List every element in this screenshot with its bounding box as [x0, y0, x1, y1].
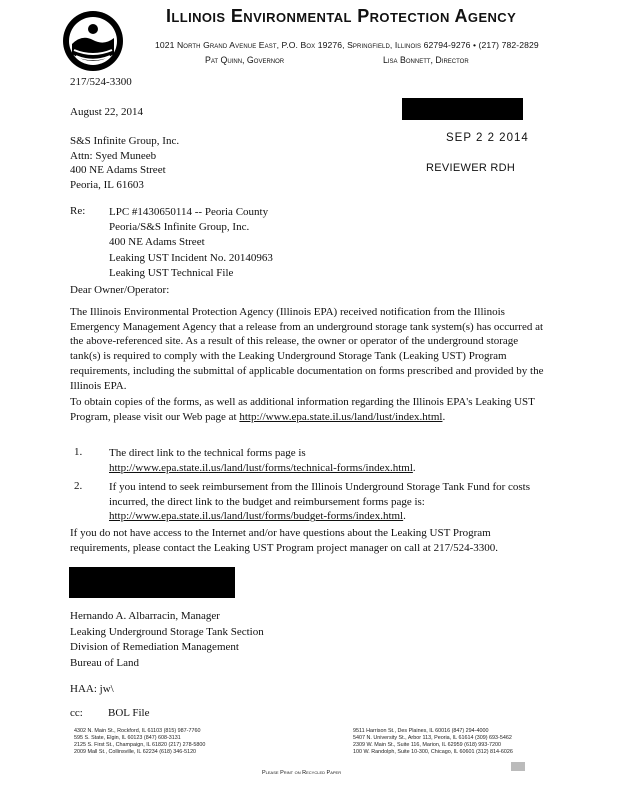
signature-line: Hernando A. Albarracin, Manager [70, 610, 220, 622]
agency-title: Illinois Environmental Protection Agency [166, 6, 517, 26]
recipient-line: 400 NE Adams Street [70, 164, 166, 177]
body-paragraph-1: The Illinois Environmental Protection Agency (Illinois EPA) received notification from the Illinois Emergency Management Agency that a release from an underground storage tank system(s) has occurred at the above-referenced site. As a result of this release, the owner or operator of the underground storage tank(s) is required to comply with the Leaking Underground Storage Tank (Leaking UST) Program requirements, including the submittal of applicable documentation on forms prescribed and provided by the Illinois EPA. [70, 306, 544, 392]
list-item-budget-forms [109, 480, 549, 524]
recycle-mark [511, 762, 525, 771]
list-number: 1. [74, 446, 83, 458]
re-block [109, 205, 273, 281]
list-item-text: If you intend to seek reimbursement from the Illinois Underground Storage Tank Fund for costs incurred, the direct link to the budget and reimbursement forms page is: [109, 481, 531, 508]
footer-office-line: 2125 S. First St., Champaign, IL 61820 (217) 278-5800 [74, 742, 206, 748]
footer-office-line: 9511 Harrison St., Des Plaines, IL 60016 (847) 294-4000 [353, 728, 489, 734]
typist-initials: HAA: jw\ [70, 683, 114, 695]
director-name: Lisa Bonnett, Director [383, 55, 469, 65]
letter-date: August 22, 2014 [70, 106, 144, 118]
re-line: LPC #1430650114 -- Peoria County [109, 206, 269, 218]
paragraph-text: To obtain copies of the forms, as well as additional information regarding the Illinois EPA's Leaking UST Program, please visit our Web page at [70, 396, 535, 423]
reviewer-stamp: REVIEWER RDH [426, 162, 516, 174]
recipient-address [70, 134, 179, 193]
received-stamp-date: SEP 2 2 2014 [446, 132, 529, 144]
re-line: Leaking UST Incident No. 20140963 [109, 251, 273, 264]
signature-block [70, 609, 264, 671]
re-line: Leaking UST Technical File [109, 266, 234, 279]
footer-office-line: 2309 W. Main St., Suite 116, Marion, IL 62959 (618) 993-7200 [353, 742, 502, 748]
technical-forms-link[interactable]: http://www.epa.state.il.us/land/lust/forms/technical-forms/index.html [109, 461, 413, 474]
budget-forms-link[interactable]: http://www.epa.state.il.us/land/lust/forms/budget-forms/index.html [109, 510, 404, 523]
recipient-line: Peoria, IL 61603 [70, 179, 144, 192]
period: . [412, 461, 416, 474]
recipient-line: Attn: Syed Muneeb [70, 149, 157, 162]
signature-redaction [69, 567, 235, 598]
re-line: 400 NE Adams Street [109, 236, 205, 249]
body-paragraph-2 [70, 395, 550, 424]
signature-line: Bureau of Land [70, 656, 140, 669]
footer-office-line: 595 S. State, Elgin, IL 60123 (847) 608-3131 [74, 735, 181, 741]
governor-name: Pat Quinn, Governor [205, 55, 285, 65]
period: . [403, 510, 406, 523]
footer-office-line: 4302 N. Main St., Rockford, IL 61103 (815) 987-7760 [74, 728, 201, 734]
footer-office-line: 2009 Mall St., Collinsville, IL 62234 (618) 346-5120 [74, 749, 197, 755]
agency-address: 1021 North Grand Avenue East, P.O. Box 19276, Springfield, Illinois 62794-9276 • (217) 782-2829 [155, 40, 539, 50]
phone-line: 217/524-3300 [70, 76, 132, 88]
list-number: 2. [74, 480, 83, 492]
re-label: Re: [70, 205, 86, 217]
footer-offices-right [353, 728, 513, 756]
salutation: Dear Owner/Operator: [70, 284, 170, 296]
recipient-line: S&S Infinite Group, Inc. [70, 135, 180, 147]
recycled-paper-note: Please Print on Recycled Paper [262, 770, 342, 776]
illinois-epa-logo [62, 10, 124, 72]
footer-office-line: 5407 N. University St., Arbor 113, Peoria, IL 61614 (309) 693-5462 [353, 735, 512, 741]
cc-label: cc: [70, 707, 83, 719]
redaction-block [402, 98, 523, 120]
re-line: Peoria/S&S Infinite Group, Inc. [109, 221, 250, 234]
list-item-text: The direct link to the technical forms page is [109, 447, 306, 459]
footer-offices-left [74, 728, 205, 756]
list-item-technical-forms [109, 446, 549, 475]
signature-line: Leaking Underground Storage Tank Section [70, 625, 264, 638]
footer-office-line: 100 W. Randolph, Suite 10-300, Chicago, IL 60601 (312) 814-6026 [353, 749, 513, 755]
body-paragraph-3: If you do not have access to the Internet and/or have questions about the Leaking UST Program requirements, please contact the Leaking UST Program project manager on call at 217/524-3300. [70, 527, 499, 554]
period: . [442, 410, 446, 423]
lust-index-link[interactable]: http://www.epa.state.il.us/land/lust/index.html [239, 410, 443, 423]
cc-value: BOL File [108, 707, 150, 719]
signature-line: Division of Remediation Management [70, 641, 239, 653]
